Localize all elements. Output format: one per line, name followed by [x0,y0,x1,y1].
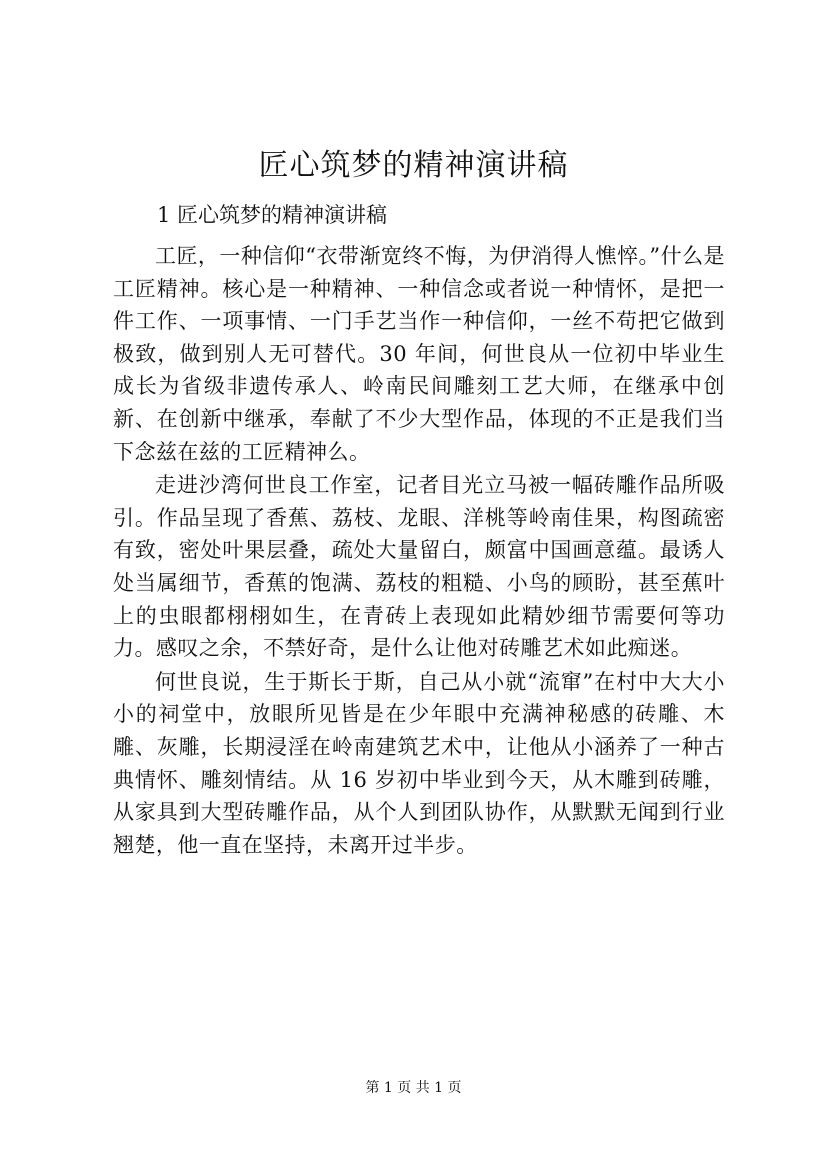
paragraph: 工匠，一种信仰“衣带渐宽终不悔，为伊消得人憔悴。”什么是工匠精神。核心是一种精神、一种信念或者说一种情怀，是把一件工作、一项事情、一门手艺当作一种信仰，一丝不苟把它做到极致，做到别人无可替代。30 年间，何世良从一位初中毕业生成长为省级非遗传承人、岭南民间雕刻工艺大师，在继承中创新、在创新中继承，奉献了不少大型作品，体现的不正是我们当下念兹在兹的工匠精神么。 [113,244,725,464]
document-body [113,240,725,861]
document-title: 匠心筑梦的精神演讲稿 [258,148,569,183]
paragraph: 走进沙湾何世良工作室，记者目光立马被一幅砖雕作品所吸引。作品呈现了香蕉、荔枝、龙眼、洋桃等岭南佳果，构图疏密有致，密处叶果层叠，疏处大量留白，颇富中国画意蕴。最诱人处当属细节，香蕉的饱满、荔枝的粗糙、小鸟的顾盼，甚至蕉叶上的虫眼都栩栩如生，在青砖上表现如此精妙细节需要何等功力。感叹之余，不禁好奇，是什么让他对砖雕艺术如此痴迷。 [113,473,725,661]
paragraph: 何世良说，生于斯长于斯，自己从小就“流窜”在村中大大小小的祠堂中，放眼所见皆是在少年眼中充满神秘感的砖雕、木雕、灰雕，长期浸淫在岭南建筑艺术中，让他从小涵养了一种古典情怀、雕刻情结。从 16 岁初中毕业到今天，从木雕到砖雕，从家具到大型砖雕作品，从个人到团队协作，从默默无闻到行业翘楚，他一直在坚持，未离开过半步。 [113,669,725,857]
page-footer: 第 1 页 共 1 页 [365,1080,462,1096]
document-subtitle: 1 匠心筑梦的精神演讲稿 [157,203,388,227]
